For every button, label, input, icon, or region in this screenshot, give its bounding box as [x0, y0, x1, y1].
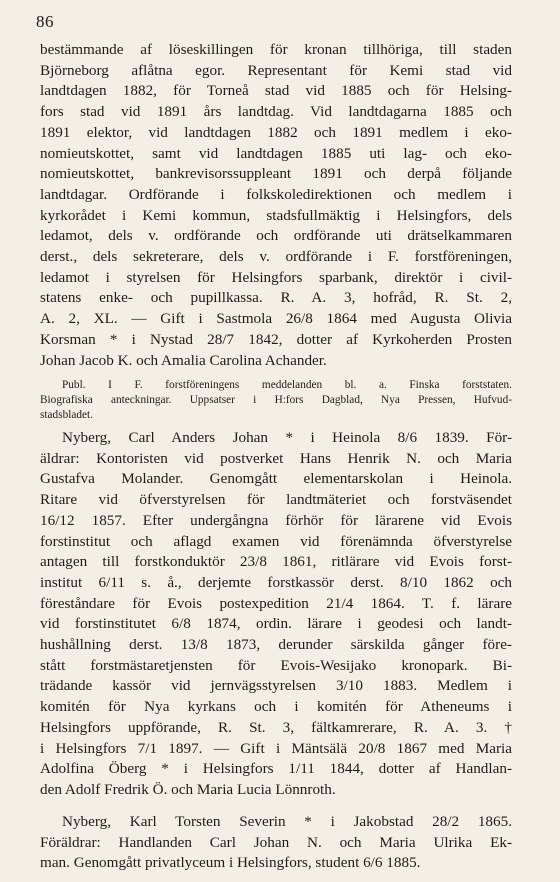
publication-line: Publ. I F. forstföreningens meddelanden bl. a. Finska forststaten. — [62, 379, 512, 391]
text-line: föreståndare för Evois postexpedition 21/4 1864. T. f. lärare — [40, 594, 512, 612]
text-line: i Helsingfors 7/1 1897. — Gift i Mäntsälä 20/8 1867 med Maria — [40, 739, 512, 757]
paragraph-continued-biography — [40, 40, 512, 371]
text-line: vid forstinstitutet 6/8 1874, ordin. lärare i geodesi och landt- — [40, 615, 512, 633]
text-line: man. Genomgått privatlyceum i Helsingfors, student 6/6 1885. — [40, 854, 421, 872]
text-line: Johan Jacob K. och Amalia Carolina Achander. — [40, 351, 327, 369]
text-line: 16/12 1857. Efter undergångna förhör för lärarene vid Evois — [40, 511, 512, 529]
text-line: den Adolf Fredrik Ö. och Maria Lucia Lönnroth. — [40, 780, 336, 798]
text-line: fors stad vid 1891 års landtdag. Vid landtdagarna 1885 och — [40, 103, 512, 121]
text-line: komitén för Nya kyrkans och i komitén för Atheneums i — [40, 698, 512, 716]
text-line: landtdagar. Ordförande i folkskoledirektionen och medlem i — [40, 185, 512, 203]
text-line: institut 6/11 s. å., derjemte forstkassör derst. 8/10 1862 och — [40, 573, 512, 591]
text-line: Björneborg aflåtna egor. Representant för Kemi stad vid — [40, 61, 512, 79]
text-line: forstinstitut och aflagd examen vid förenämnda öfverstyrelse — [40, 532, 512, 550]
text-line: Nyberg, Carl Anders Johan * i Heinola 8/6 1839. För- — [62, 429, 512, 446]
text-line: A. 2, XL. — Gift i Sastmola 26/8 1864 med Augusta Olivia — [40, 310, 512, 328]
publication-line: stadsbladet. — [40, 409, 94, 421]
text-line: stått forstmästaretjensten för Evois-Wesijako kronopark. Bi- — [40, 656, 512, 674]
text-line: 1891 elektor, vid landtdagen 1882 och 1891 medlem i eko- — [40, 123, 512, 141]
text-line: Helsingfors uppförande, R. St. 3, fältkamrerare, R. A. 3. † — [40, 718, 512, 736]
text-line: nomieutskottet, bankrevisorssuppleant 1891 och derpå följande — [40, 165, 512, 183]
page-number: 86 — [36, 12, 54, 31]
text-line: statens enke- och pupillkassa. R. A. 3, hofråd, R. St. 2, — [40, 289, 512, 307]
text-line: Adolfina Öberg * i Helsingfors 1/11 1844, dotter af Handlan- — [40, 760, 512, 778]
text-line: Korsman * i Nystad 28/7 1842, dotter af Kyrkoherden Prosten — [40, 330, 512, 348]
text-line: kyrkorådet i Kemi kommun, stadsfullmäktig i Helsingfors, dels — [40, 206, 512, 224]
text-line: Gustafva Molander. Genomgått elementarskolan i Heinola. — [40, 470, 512, 488]
text-line: Nyberg, Karl Torsten Severin * i Jakobstad 28/2 1865. — [62, 813, 512, 830]
publications-note — [40, 378, 512, 423]
text-line: antagen till forstkonduktör 23/8 1861, ritlärare vid Evois forst- — [40, 553, 512, 571]
text-line: Ritare vid öfverstyrelsen för landtmäteriet och forstväsendet — [40, 491, 512, 509]
text-line: landtdagen 1882, för Torneå stad vid 1885 och för Helsing- — [40, 82, 512, 100]
text-line: Föräldrar: Handlanden Carl Johan N. och Maria Ulrika Ek- — [40, 833, 512, 851]
text-line: derst., dels sekreterare, dels v. ordförande i F. forstföreningen, — [40, 248, 512, 266]
text-line: hushållning derst. 13/8 1873, derunder särskilda gånger före- — [40, 636, 512, 654]
publication-line: Biografiska anteckningar. Uppsatser i H:fors Dagblad, Nya Pressen, Hufvud- — [40, 394, 512, 406]
text-line: nomieutskottet, samt vid landtdagen 1885 uti lag- och eko- — [40, 144, 512, 162]
entry-nyberg-karl-torsten-severin — [40, 812, 512, 874]
text-line: trädande kassör vid jernvägsstyrelsen 3/10 1883. Medlem i — [40, 677, 512, 695]
text-line: ledamot i styrelsen för Helsingfors sparbank, direktör i civil- — [40, 268, 512, 286]
text-line: bestämmande af löseskillingen för kronan tillhöriga, till staden — [40, 41, 512, 58]
entry-nyberg-carl-anders-johan — [40, 428, 512, 801]
text-line: äldrar: Kontoristen vid postverket Hans Henrik N. och Maria — [40, 449, 512, 467]
text-line: ledamot, dels v. ordförande och ordförande uti drätselkammaren — [40, 227, 512, 245]
